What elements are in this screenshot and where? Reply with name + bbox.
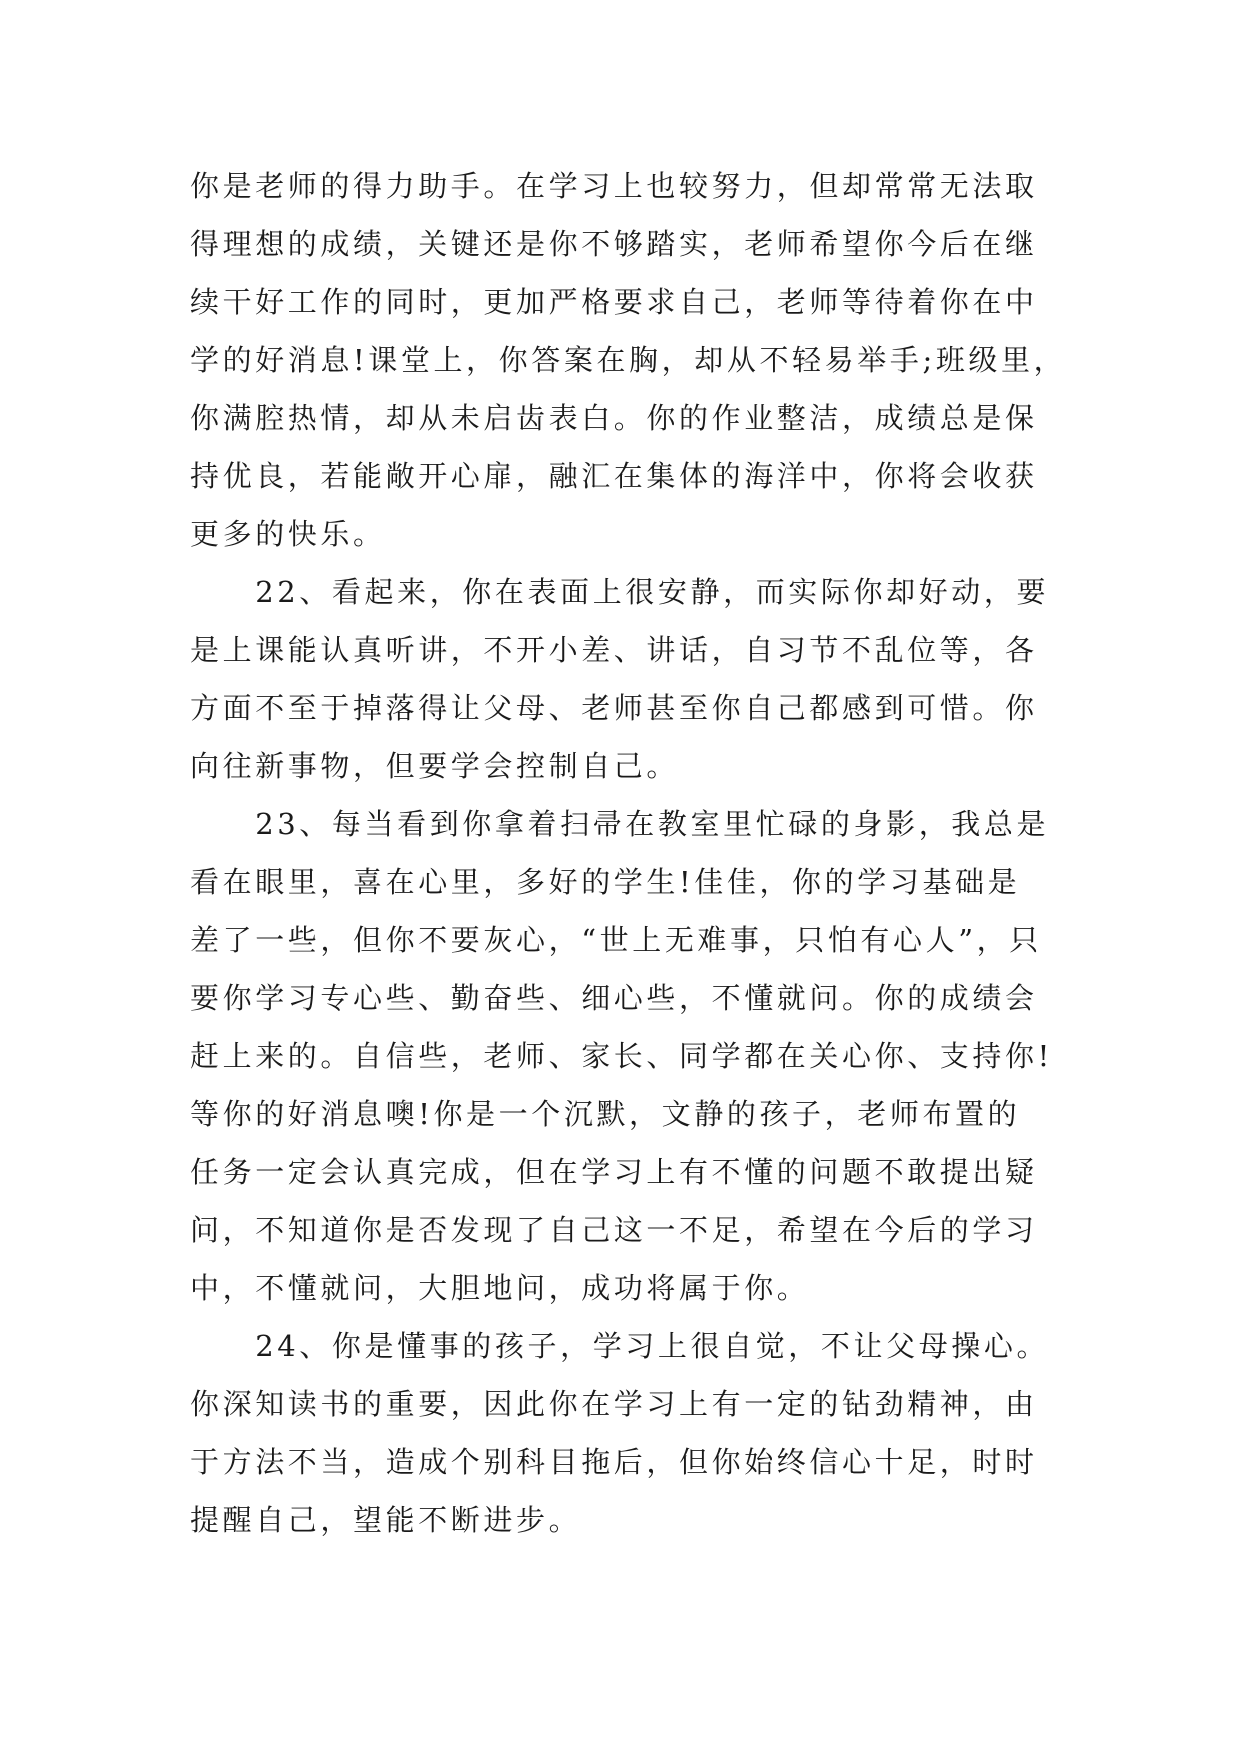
text-line: 等你的好消息噢!你是一个沉默，文静的孩子，老师布置的	[190, 1097, 1021, 1131]
text-line: 问，不知道你是否发现了自己这一不足，希望在今后的学习	[190, 1213, 1038, 1247]
text-line: 任务一定会认真完成，但在学习上有不懂的问题不敢提出疑	[190, 1155, 1038, 1189]
paragraph-22-start: 22、看起来，你在表面上很安静，而实际你却好动，要	[190, 575, 1050, 609]
text-line: 你深知读书的重要，因此你在学习上有一定的钻劲精神，由	[190, 1387, 1038, 1421]
paragraph-24-start: 24、你是懂事的孩子，学习上很自觉，不让父母操心。	[190, 1329, 1050, 1363]
text-line: 赶上来的。自信些，老师、家长、同学都在关心你、支持你!	[190, 1039, 1053, 1073]
paragraph-23-start: 23、每当看到你拿着扫帚在教室里忙碌的身影，我总是	[190, 807, 1050, 841]
text-line: 更多的快乐。	[190, 517, 386, 551]
text-line: 得理想的成绩，关键还是你不够踏实，老师希望你今后在继	[190, 227, 1038, 261]
document-body	[190, 157, 1067, 1549]
text-line: 持优良，若能敞开心扉，融汇在集体的海洋中，你将会收获	[190, 459, 1038, 493]
text-line: 方面不至于掉落得让父母、老师甚至你自己都感到可惜。你	[190, 691, 1038, 725]
text-line: 要你学习专心些、勤奋些、细心些，不懂就问。你的成绩会	[190, 981, 1038, 1015]
text-line: 差了一些，但你不要灰心，“世上无难事，只怕有心人”，只	[190, 923, 1042, 957]
text-line: 你是老师的得力助手。在学习上也较努力，但却常常无法取	[190, 169, 1038, 203]
text-line: 向往新事物，但要学会控制自己。	[190, 749, 680, 783]
text-line: 中，不懂就问，大胆地问，成功将属于你。	[190, 1271, 810, 1305]
text-line: 提醒自己，望能不断进步。	[190, 1503, 582, 1537]
text-line: 续干好工作的同时，更加严格要求自己，老师等待着你在中	[190, 285, 1038, 319]
text-line: 看在眼里，喜在心里，多好的学生!佳佳，你的学习基础是	[190, 865, 1021, 899]
text-line: 学的好消息!课堂上，你答案在胸，却从不轻易举手;班级里，	[190, 343, 1067, 377]
text-line: 你满腔热情，却从未启齿表白。你的作业整洁，成绩总是保	[190, 401, 1038, 435]
text-line: 是上课能认真听讲，不开小差、讲话，自习节不乱位等，各	[190, 633, 1038, 667]
text-line: 于方法不当，造成个别科目拖后，但你始终信心十足，时时	[190, 1445, 1038, 1479]
